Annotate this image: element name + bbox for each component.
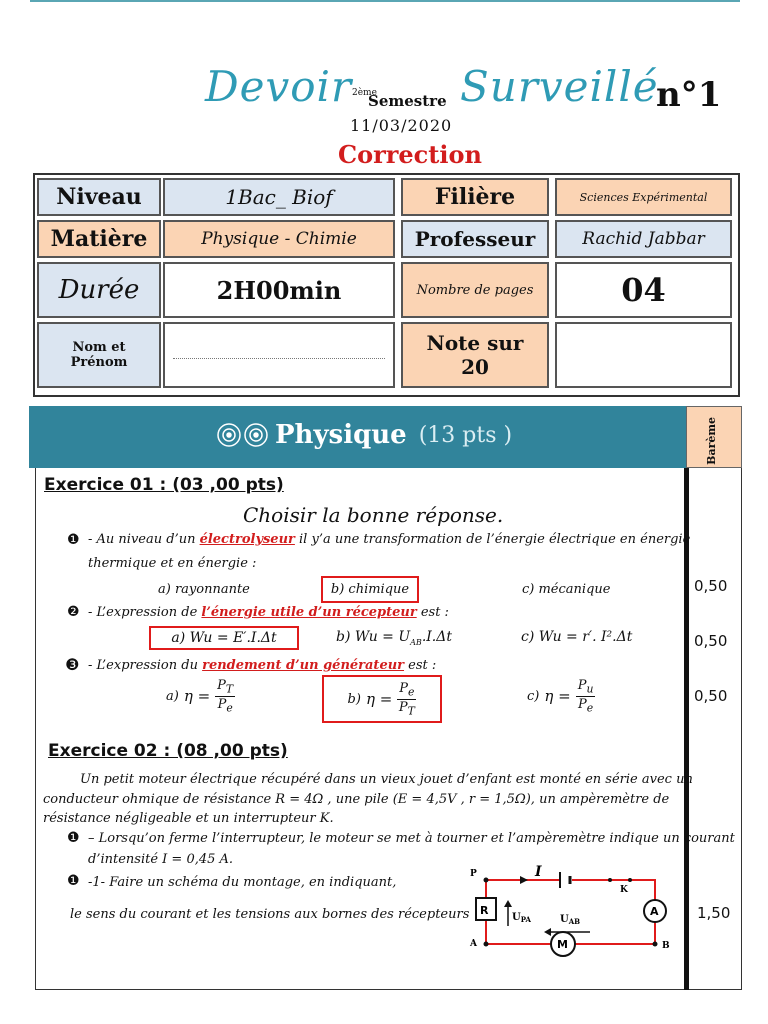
label-uab-main: U <box>560 914 569 925</box>
title-number: n°1 <box>656 75 722 115</box>
node-b <box>653 942 658 947</box>
label-r: R <box>480 904 489 917</box>
q3-b-num-sub: e <box>408 685 415 699</box>
frame-right <box>741 468 742 990</box>
q2-option-a-correct: a) Wu = E′.I.Δt <box>149 626 299 650</box>
nom-label-line2: Prénom <box>70 355 128 370</box>
q3-rest: est : <box>404 658 437 673</box>
label-p: P <box>470 869 477 879</box>
exercise2-title: Exercice 02 : (08 ,00 pts) <box>48 741 288 761</box>
filiere-value: Sciences Expérimental <box>555 178 732 216</box>
ex2-bullet-1-icon: ❶ <box>67 830 80 846</box>
professeur-label: Professeur <box>401 220 549 258</box>
frame-bottom <box>35 989 742 990</box>
title-superscript: 2ème <box>352 88 377 98</box>
section-title: Physique <box>275 420 407 450</box>
bullet-3-icon: ❸ <box>65 655 80 674</box>
ex2-para-line2: conducteur ohmique de résistance R = 4Ω , une pile (E = 4,5V , r = 1,5Ω), un ampèremètre de <box>43 792 670 807</box>
q1-option-c: c) mécanique <box>522 582 611 597</box>
exercise1-title: Exercice 01 : (03 ,00 pts) <box>44 475 284 495</box>
note-field[interactable] <box>555 322 732 388</box>
wire-top-right <box>572 880 655 900</box>
pages-label: Nombre de pages <box>401 262 549 318</box>
q2-score: 0,50 <box>694 632 728 650</box>
q3-a-den-sub: e <box>226 701 233 715</box>
q3-option-a-eta: η = <box>183 687 211 706</box>
switch-contact-2 <box>628 878 632 882</box>
exercise1-instruction: Choisir la bonne réponse. <box>243 503 504 527</box>
q1-line2: thermique et en énergie : <box>88 556 257 571</box>
title-surveille: Surveillé <box>460 62 659 111</box>
nom-field-dotted-line <box>173 358 385 359</box>
bareme-label: Barème <box>705 417 718 465</box>
q3-option-c-label: c) <box>527 688 540 704</box>
ex2-b2-line2: le sens du courant et les tensions aux bornes des récepteurs <box>70 907 470 922</box>
q1-option-b-correct: b) chimique <box>321 576 419 603</box>
q1-prefix: - Au niveau d’un <box>88 532 200 547</box>
physique-banner <box>29 406 686 468</box>
title-semestre: Semestre <box>368 92 447 110</box>
battery-icon <box>560 872 570 888</box>
q2-option-b <box>336 629 452 647</box>
frame-left <box>35 468 36 990</box>
q3-option-a-fraction <box>215 678 235 714</box>
note-label: Note sur <box>426 331 524 355</box>
exam-date: 11/03/2020 <box>350 116 453 135</box>
wire-bottom-left <box>486 920 551 944</box>
label-upa-sub: PA <box>520 915 531 924</box>
professeur-value: Rachid Jabbar <box>555 220 732 258</box>
q1-keyword: électrolyseur <box>199 532 295 547</box>
q1-text <box>88 532 690 547</box>
q3-option-a-label: a) <box>166 688 179 704</box>
ex2-para-line3: résistance négligeable et un interrupteur K. <box>43 811 334 826</box>
q3-a-num: P <box>217 678 226 693</box>
q2-option-b-rest: .I.Δt <box>421 629 452 645</box>
q3-c-den-sub: e <box>586 701 594 715</box>
ex2-b1-line2: d’intensité I = 0,45 A. <box>88 852 234 867</box>
q3-option-b-label: b) <box>347 691 361 707</box>
niveau-label: Niveau <box>37 178 161 216</box>
matiere-label: Matière <box>37 220 161 258</box>
circuit-diagram <box>460 860 678 972</box>
q1-rest: il y’a une transformation de l’énergie électrique en énergie <box>294 532 691 547</box>
label-motor: M <box>557 938 568 951</box>
q1-option-a: a) rayonnante <box>158 582 250 597</box>
label-b: B <box>662 941 670 951</box>
q3-option-b-correct <box>322 675 442 723</box>
duree-label: Durée <box>37 262 161 318</box>
bullet-1-icon: ❶ <box>67 532 80 548</box>
q2-option-b-main: b) Wu = U <box>336 629 411 645</box>
q3-b-num: P <box>399 680 409 696</box>
pages-value: 04 <box>555 262 732 318</box>
q2-prefix: - L’expression de <box>88 605 202 620</box>
q2-rest: est : <box>416 605 449 620</box>
label-uab <box>560 914 580 926</box>
q3-option-c-fraction <box>576 678 596 714</box>
q3-score: 0,50 <box>694 687 728 705</box>
q3-a-num-sub: T <box>225 682 234 696</box>
q3-option-a <box>166 678 235 714</box>
node-a <box>484 942 489 947</box>
q3-text <box>88 658 436 673</box>
ex2-b2-line1: -1- Faire un schéma du montage, en indiquant, <box>88 875 397 890</box>
matiere-value: Physique - Chimie <box>163 220 395 258</box>
q3-option-b-eta: η = <box>365 690 393 708</box>
label-a: A <box>470 939 477 949</box>
nom-label <box>37 322 161 388</box>
ex2-para-line1: Un petit moteur électrique récupéré dans un vieux jouet d’enfant est monté en série avec un <box>80 772 693 787</box>
node-p <box>484 878 489 883</box>
title-devoir: Devoir <box>205 62 353 111</box>
current-arrow-icon <box>520 876 528 884</box>
q1-score: 0,50 <box>694 577 728 595</box>
q3-option-c <box>527 678 595 714</box>
q2-text <box>88 605 449 620</box>
q3-b-den: P <box>398 699 408 715</box>
duree-value: 2H00min <box>163 262 395 318</box>
bullet-2-icon: ❷ <box>67 604 80 620</box>
note-label-cell <box>401 322 549 388</box>
flower-ornament-icon <box>215 421 271 449</box>
ex2-b1-line1: – Lorsqu’on ferme l’interrupteur, le moteur se met à tourner et l’ampèremètre indique un courant <box>88 831 735 846</box>
ex2-q1-score: 1,50 <box>697 904 731 922</box>
q3-c-num-sub: u <box>586 682 594 696</box>
q3-option-b-fraction <box>397 681 416 717</box>
filiere-label: Filière <box>401 178 549 216</box>
label-uab-sub: AB <box>568 917 581 926</box>
nom-field[interactable] <box>163 322 395 388</box>
q3-a-den: P <box>217 696 227 712</box>
q2-option-c: c) Wu = r′. I².Δt <box>521 629 633 645</box>
label-i: I <box>535 864 542 880</box>
q3-b-den-sub: T <box>407 704 415 718</box>
note-value: 20 <box>461 355 489 379</box>
section-points: (13 pts ) <box>418 422 513 448</box>
q3-option-c-eta: η = <box>544 687 571 706</box>
nom-label-line1: Nom et <box>72 340 126 355</box>
bareme-header <box>686 406 742 468</box>
top-rule <box>30 0 740 2</box>
info-table <box>33 173 740 397</box>
q3-c-num: P <box>577 678 587 693</box>
ex2-bullet-2-icon: ❶ <box>67 873 80 889</box>
label-ammeter: A <box>650 905 659 918</box>
switch-contact-1 <box>608 878 612 882</box>
label-upa <box>512 912 531 924</box>
q3-prefix: - L’expression du <box>88 658 203 673</box>
niveau-value: 1Bac_ Biof <box>163 178 395 216</box>
q3-keyword: rendement d’un générateur <box>202 658 405 673</box>
label-upa-main: U <box>512 912 521 923</box>
q2-keyword: l’énergie utile d’un récepteur <box>201 605 417 620</box>
wire-right-bottom <box>575 922 655 944</box>
correction-label: Correction <box>338 140 482 169</box>
label-k: K <box>620 885 628 895</box>
q2-option-b-sub: AB <box>410 637 422 647</box>
q3-c-den: P <box>577 696 587 712</box>
